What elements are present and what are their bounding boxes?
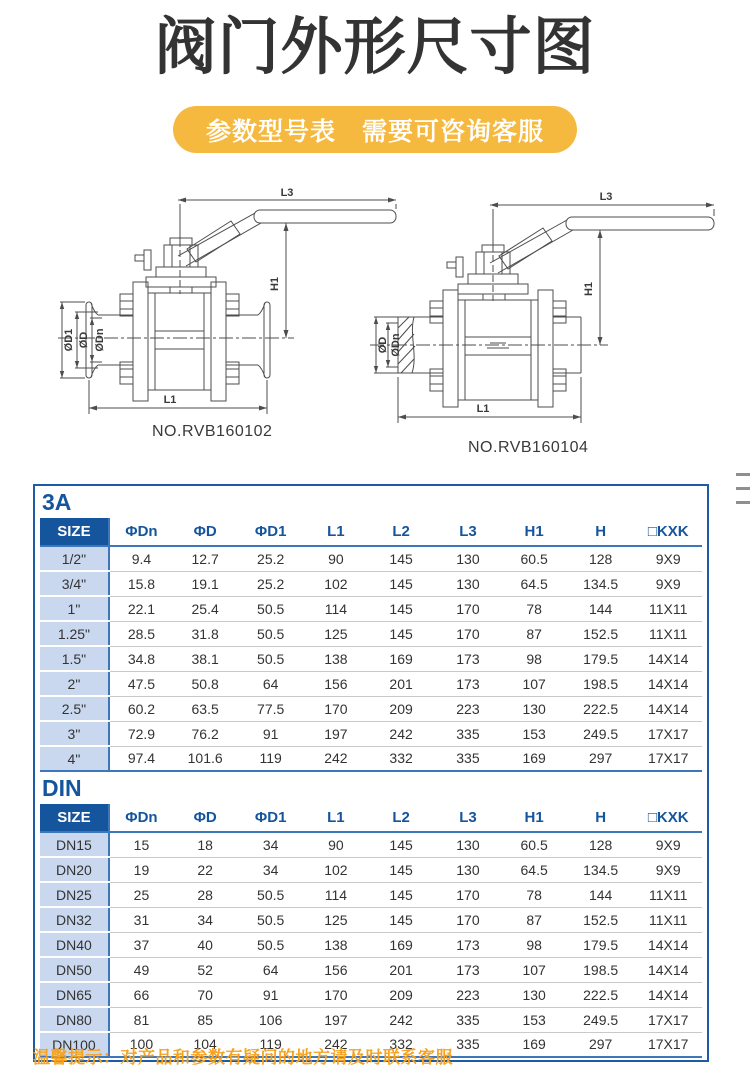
value-cell: 17X17 bbox=[634, 721, 702, 746]
value-cell: 17X17 bbox=[634, 1007, 702, 1032]
dim-label-dn: ØDn bbox=[94, 328, 106, 352]
value-cell: 60.5 bbox=[501, 832, 567, 857]
size-cell: 2" bbox=[40, 671, 109, 696]
table-row bbox=[40, 982, 702, 1007]
value-cell: 34 bbox=[173, 907, 237, 932]
spec-table-din bbox=[40, 804, 702, 1058]
value-cell: 335 bbox=[435, 746, 502, 771]
value-cell: 134.5 bbox=[567, 571, 635, 596]
value-cell: 14X14 bbox=[634, 646, 702, 671]
table-row bbox=[40, 746, 702, 771]
value-cell: 17X17 bbox=[634, 746, 702, 771]
value-cell: 40 bbox=[173, 932, 237, 957]
value-cell: 50.8 bbox=[173, 671, 237, 696]
value-cell: 170 bbox=[435, 882, 502, 907]
column-header: ΦDn bbox=[125, 809, 158, 826]
header-row bbox=[40, 518, 702, 546]
column-header: ΦD1 bbox=[254, 809, 287, 826]
value-cell: 297 bbox=[567, 1032, 635, 1057]
banner-label-left: 参数型号表 bbox=[205, 117, 336, 146]
spec-panel bbox=[33, 484, 709, 1062]
value-cell: 22.1 bbox=[109, 596, 173, 621]
value-cell: 11X11 bbox=[634, 907, 702, 932]
value-cell: 50.5 bbox=[237, 646, 304, 671]
size-cell: 4" bbox=[40, 746, 109, 771]
size-cell: DN15 bbox=[40, 832, 109, 857]
column-header: □KXK bbox=[647, 523, 689, 540]
table-row bbox=[40, 546, 702, 571]
value-cell: 152.5 bbox=[567, 621, 635, 646]
value-cell: 179.5 bbox=[567, 932, 635, 957]
value-cell: 242 bbox=[304, 746, 368, 771]
column-header: L3 bbox=[459, 523, 477, 540]
value-cell: 169 bbox=[368, 932, 435, 957]
value-cell: 64 bbox=[237, 957, 304, 982]
dim-label-l3: L3 bbox=[280, 187, 294, 199]
column-header: H1 bbox=[524, 523, 544, 540]
value-cell: 50.5 bbox=[237, 596, 304, 621]
table-row bbox=[40, 696, 702, 721]
column-header: ΦD bbox=[193, 809, 217, 826]
value-cell: 130 bbox=[435, 571, 502, 596]
value-cell: 242 bbox=[304, 1032, 368, 1057]
value-cell: 153 bbox=[501, 721, 567, 746]
banner-label-right: 需要可咨询客服 bbox=[362, 117, 545, 146]
value-cell: 197 bbox=[304, 1007, 368, 1032]
value-cell: 209 bbox=[368, 696, 435, 721]
value-cell: 66 bbox=[109, 982, 173, 1007]
size-cell: DN50 bbox=[40, 957, 109, 982]
value-cell: 170 bbox=[304, 696, 368, 721]
section-title-din: DIN bbox=[42, 775, 82, 801]
value-cell: 25 bbox=[109, 882, 173, 907]
value-cell: 11X11 bbox=[634, 596, 702, 621]
value-cell: 25.2 bbox=[237, 571, 304, 596]
value-cell: 223 bbox=[435, 982, 502, 1007]
value-cell: 19.1 bbox=[173, 571, 237, 596]
dim-label-l1: L1 bbox=[163, 394, 177, 406]
table-row bbox=[40, 1007, 702, 1032]
value-cell: 145 bbox=[368, 832, 435, 857]
value-cell: 130 bbox=[501, 696, 567, 721]
table-row bbox=[40, 671, 702, 696]
value-cell: 332 bbox=[368, 1032, 435, 1057]
value-cell: 15.8 bbox=[109, 571, 173, 596]
column-header: H1 bbox=[524, 809, 544, 826]
value-cell: 9X9 bbox=[634, 546, 702, 571]
value-cell: 76.2 bbox=[173, 721, 237, 746]
value-cell: 14X14 bbox=[634, 957, 702, 982]
value-cell: 18 bbox=[173, 832, 237, 857]
size-cell: 2.5" bbox=[40, 696, 109, 721]
table-row bbox=[40, 646, 702, 671]
diagram-caption-2: NO.RVB160104 bbox=[468, 439, 589, 456]
size-cell: 1/2" bbox=[40, 546, 109, 571]
value-cell: 119 bbox=[237, 746, 304, 771]
value-cell: 91 bbox=[237, 721, 304, 746]
size-cell: 3/4" bbox=[40, 571, 109, 596]
value-cell: 145 bbox=[368, 546, 435, 571]
value-cell: 31 bbox=[109, 907, 173, 932]
value-cell: 11X11 bbox=[634, 621, 702, 646]
size-column-header: SIZE bbox=[40, 804, 109, 832]
column-header: L3 bbox=[459, 809, 477, 826]
value-cell: 156 bbox=[304, 957, 368, 982]
value-cell: 85 bbox=[173, 1007, 237, 1032]
dim-label-d: ØD bbox=[377, 336, 389, 354]
column-header: H bbox=[595, 523, 607, 540]
value-cell: 153 bbox=[501, 1007, 567, 1032]
value-cell: 145 bbox=[368, 907, 435, 932]
valve-diagram-weld-end bbox=[368, 185, 748, 457]
spec-table-3a bbox=[40, 518, 702, 772]
column-header: □KXK bbox=[647, 809, 689, 826]
value-cell: 197 bbox=[304, 721, 368, 746]
value-cell: 90 bbox=[304, 546, 368, 571]
column-header: ΦD1 bbox=[254, 523, 287, 540]
value-cell: 144 bbox=[567, 882, 635, 907]
size-cell: DN80 bbox=[40, 1007, 109, 1032]
value-cell: 70 bbox=[173, 982, 237, 1007]
value-cell: 130 bbox=[435, 546, 502, 571]
column-header: L2 bbox=[392, 809, 410, 826]
value-cell: 9X9 bbox=[634, 571, 702, 596]
value-cell: 50.5 bbox=[237, 932, 304, 957]
value-cell: 114 bbox=[304, 596, 368, 621]
value-cell: 37 bbox=[109, 932, 173, 957]
value-cell: 144 bbox=[567, 596, 635, 621]
value-cell: 209 bbox=[368, 982, 435, 1007]
value-cell: 50.5 bbox=[237, 907, 304, 932]
value-cell: 14X14 bbox=[634, 932, 702, 957]
value-cell: 125 bbox=[304, 621, 368, 646]
table-row bbox=[40, 907, 702, 932]
value-cell: 173 bbox=[435, 932, 502, 957]
value-cell: 119 bbox=[237, 1032, 304, 1057]
value-cell: 201 bbox=[368, 671, 435, 696]
footer-tip: 温馨提示：对产品和参数有疑问的地方请及时联系客服 bbox=[33, 1048, 453, 1067]
value-cell: 34 bbox=[237, 832, 304, 857]
value-cell: 242 bbox=[368, 721, 435, 746]
value-cell: 15 bbox=[109, 832, 173, 857]
value-cell: 106 bbox=[237, 1007, 304, 1032]
value-cell: 14X14 bbox=[634, 671, 702, 696]
value-cell: 173 bbox=[435, 671, 502, 696]
value-cell: 335 bbox=[435, 721, 502, 746]
value-cell: 14X14 bbox=[634, 982, 702, 1007]
edge-mark bbox=[736, 487, 750, 490]
edge-mark bbox=[736, 501, 750, 504]
size-column-header: SIZE bbox=[40, 518, 109, 546]
value-cell: 169 bbox=[501, 746, 567, 771]
page-title: 阀门外形尺寸图 bbox=[154, 13, 596, 82]
column-header: L2 bbox=[392, 523, 410, 540]
value-cell: 9.4 bbox=[109, 546, 173, 571]
value-cell: 138 bbox=[304, 646, 368, 671]
size-cell: 3" bbox=[40, 721, 109, 746]
value-cell: 114 bbox=[304, 882, 368, 907]
value-cell: 101.6 bbox=[173, 746, 237, 771]
value-cell: 9X9 bbox=[634, 857, 702, 882]
value-cell: 145 bbox=[368, 857, 435, 882]
dim-label-h1: H1 bbox=[269, 276, 281, 292]
value-cell: 107 bbox=[501, 671, 567, 696]
table-row bbox=[40, 932, 702, 957]
table-row bbox=[40, 571, 702, 596]
column-header: L1 bbox=[327, 809, 345, 826]
value-cell: 87 bbox=[501, 621, 567, 646]
column-header: ΦDn bbox=[125, 523, 158, 540]
value-cell: 81 bbox=[109, 1007, 173, 1032]
value-cell: 100 bbox=[109, 1032, 173, 1057]
value-cell: 138 bbox=[304, 932, 368, 957]
value-cell: 145 bbox=[368, 882, 435, 907]
value-cell: 19 bbox=[109, 857, 173, 882]
value-cell: 125 bbox=[304, 907, 368, 932]
size-cell: 1.5" bbox=[40, 646, 109, 671]
size-cell: DN25 bbox=[40, 882, 109, 907]
value-cell: 201 bbox=[368, 957, 435, 982]
size-cell: DN100 bbox=[40, 1032, 109, 1057]
value-cell: 34.8 bbox=[109, 646, 173, 671]
value-cell: 72.9 bbox=[109, 721, 173, 746]
size-cell: DN40 bbox=[40, 932, 109, 957]
value-cell: 102 bbox=[304, 571, 368, 596]
column-header: H bbox=[595, 809, 607, 826]
value-cell: 107 bbox=[501, 957, 567, 982]
value-cell: 170 bbox=[435, 621, 502, 646]
value-cell: 134.5 bbox=[567, 857, 635, 882]
table-row bbox=[40, 882, 702, 907]
value-cell: 98 bbox=[501, 646, 567, 671]
value-cell: 104 bbox=[173, 1032, 237, 1057]
value-cell: 128 bbox=[567, 546, 635, 571]
value-cell: 223 bbox=[435, 696, 502, 721]
value-cell: 179.5 bbox=[567, 646, 635, 671]
value-cell: 145 bbox=[368, 596, 435, 621]
value-cell: 145 bbox=[368, 571, 435, 596]
value-cell: 169 bbox=[501, 1032, 567, 1057]
value-cell: 222.5 bbox=[567, 696, 635, 721]
value-cell: 31.8 bbox=[173, 621, 237, 646]
value-cell: 77.5 bbox=[237, 696, 304, 721]
value-cell: 242 bbox=[368, 1007, 435, 1032]
value-cell: 170 bbox=[435, 907, 502, 932]
dim-label-d1: ØD1 bbox=[63, 328, 75, 352]
value-cell: 28.5 bbox=[109, 621, 173, 646]
value-cell: 173 bbox=[435, 957, 502, 982]
value-cell: 335 bbox=[435, 1007, 502, 1032]
value-cell: 130 bbox=[435, 832, 502, 857]
value-cell: 38.1 bbox=[173, 646, 237, 671]
value-cell: 102 bbox=[304, 857, 368, 882]
value-cell: 9X9 bbox=[634, 832, 702, 857]
value-cell: 128 bbox=[567, 832, 635, 857]
value-cell: 91 bbox=[237, 982, 304, 1007]
size-cell: DN65 bbox=[40, 982, 109, 1007]
value-cell: 90 bbox=[304, 832, 368, 857]
value-cell: 198.5 bbox=[567, 671, 635, 696]
value-cell: 169 bbox=[368, 646, 435, 671]
diagram-caption-1: NO.RVB160102 bbox=[152, 423, 273, 440]
value-cell: 22 bbox=[173, 857, 237, 882]
value-cell: 222.5 bbox=[567, 982, 635, 1007]
value-cell: 173 bbox=[435, 646, 502, 671]
dim-label-l1: L1 bbox=[476, 403, 490, 415]
param-banner bbox=[173, 106, 577, 153]
value-cell: 47.5 bbox=[109, 671, 173, 696]
value-cell: 145 bbox=[368, 621, 435, 646]
value-cell: 97.4 bbox=[109, 746, 173, 771]
size-cell: 1" bbox=[40, 596, 109, 621]
value-cell: 17X17 bbox=[634, 1032, 702, 1057]
table-row bbox=[40, 957, 702, 982]
value-cell: 98 bbox=[501, 932, 567, 957]
value-cell: 156 bbox=[304, 671, 368, 696]
value-cell: 170 bbox=[304, 982, 368, 1007]
value-cell: 25.2 bbox=[237, 546, 304, 571]
value-cell: 332 bbox=[368, 746, 435, 771]
section-title-3a: 3A bbox=[42, 489, 72, 515]
value-cell: 12.7 bbox=[173, 546, 237, 571]
value-cell: 14X14 bbox=[634, 696, 702, 721]
page-edge-marks bbox=[736, 473, 750, 515]
value-cell: 249.5 bbox=[567, 1007, 635, 1032]
value-cell: 78 bbox=[501, 882, 567, 907]
value-cell: 63.5 bbox=[173, 696, 237, 721]
dim-label-h1: H1 bbox=[583, 281, 595, 297]
dim-label-d: ØD bbox=[78, 331, 90, 349]
value-cell: 64 bbox=[237, 671, 304, 696]
value-cell: 152.5 bbox=[567, 907, 635, 932]
value-cell: 297 bbox=[567, 746, 635, 771]
value-cell: 50.5 bbox=[237, 882, 304, 907]
value-cell: 64.5 bbox=[501, 857, 567, 882]
header-row bbox=[40, 804, 702, 832]
value-cell: 170 bbox=[435, 596, 502, 621]
size-cell: 1.25" bbox=[40, 621, 109, 646]
size-cell: DN32 bbox=[40, 907, 109, 932]
table-row bbox=[40, 621, 702, 646]
table-row bbox=[40, 857, 702, 882]
size-cell: DN20 bbox=[40, 857, 109, 882]
table-row bbox=[40, 832, 702, 857]
value-cell: 50.5 bbox=[237, 621, 304, 646]
table-row bbox=[40, 596, 702, 621]
value-cell: 25.4 bbox=[173, 596, 237, 621]
value-cell: 198.5 bbox=[567, 957, 635, 982]
table-row bbox=[40, 721, 702, 746]
value-cell: 28 bbox=[173, 882, 237, 907]
value-cell: 52 bbox=[173, 957, 237, 982]
column-header: L1 bbox=[327, 523, 345, 540]
value-cell: 130 bbox=[435, 857, 502, 882]
value-cell: 60.2 bbox=[109, 696, 173, 721]
value-cell: 60.5 bbox=[501, 546, 567, 571]
value-cell: 249.5 bbox=[567, 721, 635, 746]
value-cell: 34 bbox=[237, 857, 304, 882]
dim-label-dn: ØDn bbox=[390, 333, 402, 357]
edge-mark bbox=[736, 473, 750, 476]
value-cell: 64.5 bbox=[501, 571, 567, 596]
value-cell: 87 bbox=[501, 907, 567, 932]
value-cell: 78 bbox=[501, 596, 567, 621]
valve-diagram-clamp-end bbox=[58, 182, 398, 454]
dim-label-l3: L3 bbox=[599, 191, 613, 203]
value-cell: 335 bbox=[435, 1032, 502, 1057]
value-cell: 49 bbox=[109, 957, 173, 982]
column-header: ΦD bbox=[193, 523, 217, 540]
value-cell: 11X11 bbox=[634, 882, 702, 907]
value-cell: 130 bbox=[501, 982, 567, 1007]
